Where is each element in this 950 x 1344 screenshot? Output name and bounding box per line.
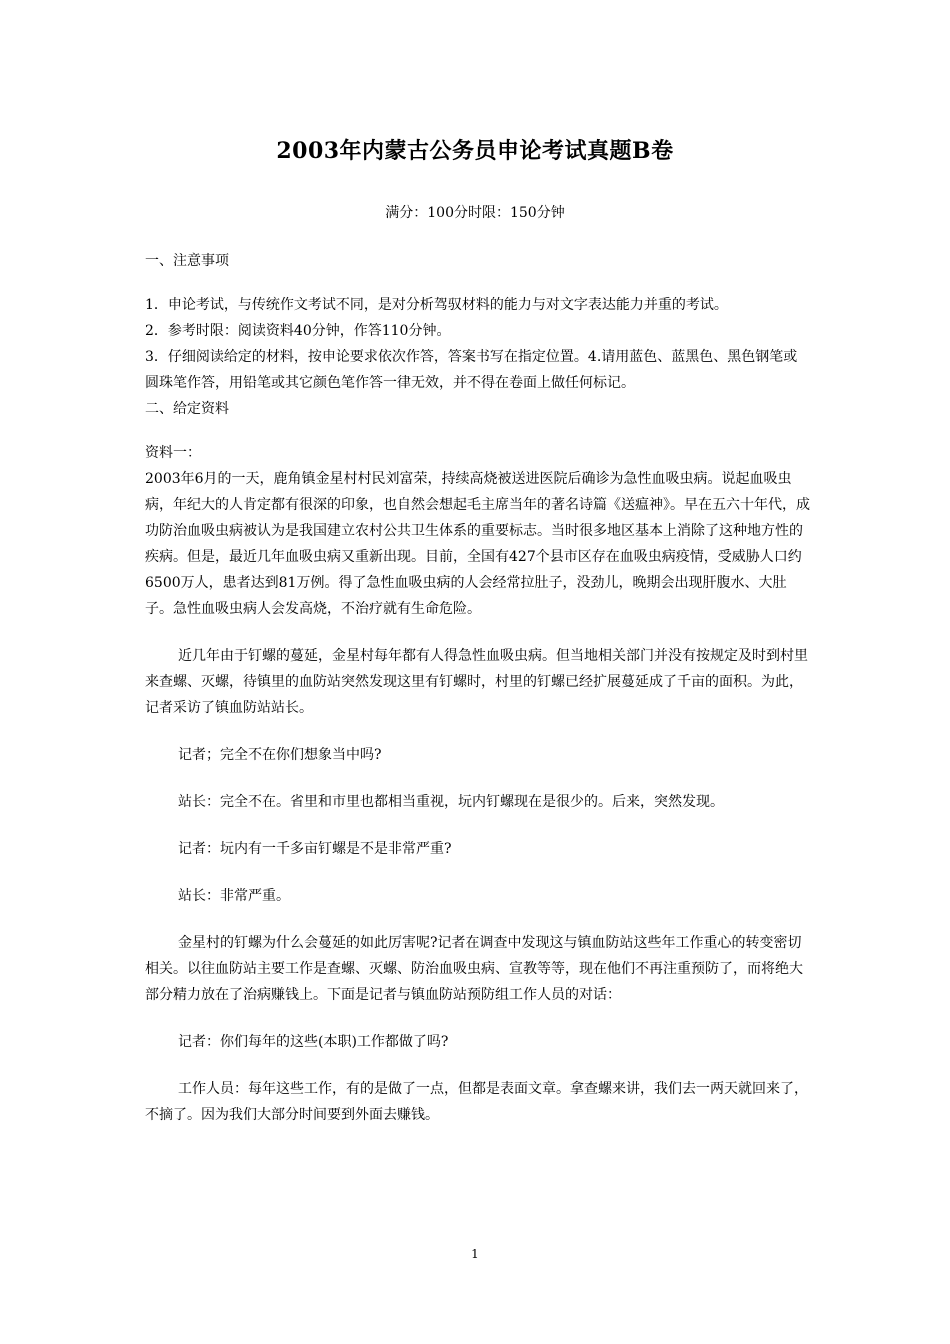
note-item: 3．仔细阅读给定的材料，按申论要求依次作答，答案书写在指定位置。4.请用蓝色、蓝黑色、黑色钢笔或圆珠笔作答，用铅笔或其它颜色笔作答一律无效，并不得在卷面上做任何标记。: [145, 349, 798, 391]
dialogue-line: 站长：非常严重。: [178, 888, 290, 904]
section-heading-materials: 二、给定资料: [145, 401, 229, 417]
note-item: 1．申论考试，与传统作文考试不同，是对分析驾驭材料的能力与对文字表达能力并重的考试。: [145, 297, 728, 313]
dialogue-line: 工作人员：每年这些工作，有的是做了一点，但都是表面文章。拿查螺来讲，我们去一两天就回来了，不摘了。因为我们大部分时间要到外面去赚钱。: [145, 1081, 808, 1123]
section-heading-notes: 一、注意事项: [145, 253, 229, 269]
dialogue-line: 记者；完全不在你们想象当中吗?: [178, 747, 382, 763]
dialogue-line: 站长：完全不在。省里和市里也都相当重视，坃内钉螺现在是很少的。后来，突然发现。: [178, 794, 724, 810]
material-paragraph: 金星村的钉螺为什么会蔓延的如此厉害呢?记者在调查中发现这与镇血防站这些年工作重心的转变密切相关。以往血防站主要工作是查螺、灭螺、防治血吸虫病、宣教等等，现在他们不再注重预防了，而将绝大部分精力放在了治病赚钱上。下面是记者与镇血防站预防组工作人员的对话：: [145, 935, 803, 1003]
dialogue-line: 记者：你们每年的这些(本职)工作都做了吗?: [178, 1034, 449, 1050]
document-body: [145, 248, 810, 1128]
dialogue-line: 记者：坃内有一千多亩钉螺是不是非常严重?: [178, 841, 452, 857]
score-time-info: 满分：100分时限：150分钟: [385, 205, 565, 221]
material-paragraph: 近几年由于钉螺的蔓延，金星村每年都有人得急性血吸虫病。但当地相关部门并没有按规定及时到村里来查螺、灭螺，待镇里的血防站突然发现这里有钉螺时，村里的钉螺已经扩展蔓延成了千亩的面积。为此，记者采访了镇血防站站长。: [145, 648, 808, 716]
page-number: 1: [471, 1247, 479, 1261]
material-intro-paragraph: 2003年6月的一天，鹿角镇金星村村民刘富荣，持续高烧被送进医院后确诊为急性血吸虫病。说起血吸虫病，年纪大的人肯定都有很深的印象，也自然会想起毛主席当年的著名诗篇《送瘟神》。早在五六十年代，成功防治血吸虫病被认为是我国建立农村公共卫生体系的重要标志。当时很多地区基本上消除了这种地方性的疾病。但是，最近几年血吸虫病又重新出现。目前，全国有427个县市区存在血吸虫病疫情，受威胁人口约6500万人，患者达到81万例。得了急性血吸虫病的人会经常拉肚子，没劲儿，晚期会出现肝腹水、大肚子。急性血吸虫病人会发高烧，不治疗就有生命危险。: [145, 471, 810, 617]
note-item: 2．参考时限：阅读资料40分钟，作答110分钟。: [145, 323, 451, 339]
material-label: 资料一：: [145, 445, 201, 461]
document-title: 2003年内蒙古公务员申论考试真题B卷: [276, 138, 674, 164]
